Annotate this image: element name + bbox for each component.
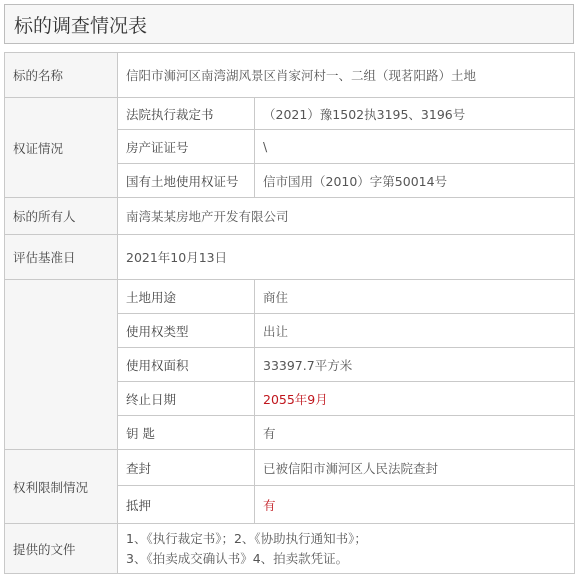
- restrictions-label: 权利限制情况: [5, 450, 118, 524]
- survey-table: [4, 52, 575, 574]
- seizure-value: 已被信阳市浉河区人民法院查封: [255, 450, 575, 486]
- documents-value: [118, 524, 575, 574]
- right-type-value: 出让: [255, 314, 575, 348]
- owner-label: 标的所有人: [5, 198, 118, 235]
- area-label: 使用权面积: [118, 348, 255, 382]
- rights-label: 权证情况: [5, 98, 118, 198]
- row-documents: [5, 524, 575, 574]
- row-valuation-date: [5, 235, 575, 280]
- valuation-date-value: 2021年10月13日: [118, 235, 575, 280]
- land-cert-value: 信市国用（2010）字第50014号: [255, 164, 575, 198]
- land-cert-label: 国有土地使用权证号: [118, 164, 255, 198]
- mortgage-label: 抵押: [118, 486, 255, 524]
- row-land-use: [5, 280, 575, 314]
- target-name-value: 信阳市浉河区南湾湖风景区肖家河村一、二组（现茗阳路）土地: [118, 53, 575, 98]
- row-seizure: [5, 450, 575, 486]
- row-court-ruling: [5, 98, 575, 130]
- documents-line-2: 3、《拍卖成交确认书》4、拍卖款凭证。: [126, 550, 349, 566]
- seizure-label: 查封: [118, 450, 255, 486]
- mortgage-value: 有: [255, 486, 575, 524]
- land-use-value: 商住: [255, 280, 575, 314]
- court-ruling-label: 法院执行裁定书: [118, 98, 255, 130]
- row-target-name: [5, 53, 575, 98]
- documents-label: 提供的文件: [5, 524, 118, 574]
- page-title: 标的调查情况表: [4, 4, 574, 44]
- land-info-label: [5, 280, 118, 450]
- keys-value: 有: [255, 416, 575, 450]
- valuation-date-label: 评估基准日: [5, 235, 118, 280]
- keys-label: 钥 匙: [118, 416, 255, 450]
- land-use-label: 土地用途: [118, 280, 255, 314]
- documents-line-1: 1、《执行裁定书》；2、《协助执行通知书》；: [126, 530, 367, 546]
- target-name-label: 标的名称: [5, 53, 118, 98]
- property-cert-value: \: [255, 130, 575, 164]
- property-cert-label: 房产证证号: [118, 130, 255, 164]
- right-type-label: 使用权类型: [118, 314, 255, 348]
- owner-value: 南湾某某房地产开发有限公司: [118, 198, 575, 235]
- end-date-label: 终止日期: [118, 382, 255, 416]
- row-owner: [5, 198, 575, 235]
- area-value: 33397.7平方米: [255, 348, 575, 382]
- end-date-value: 2055年9月: [255, 382, 575, 416]
- court-ruling-value: （2021）豫1502执3195、3196号: [255, 98, 575, 130]
